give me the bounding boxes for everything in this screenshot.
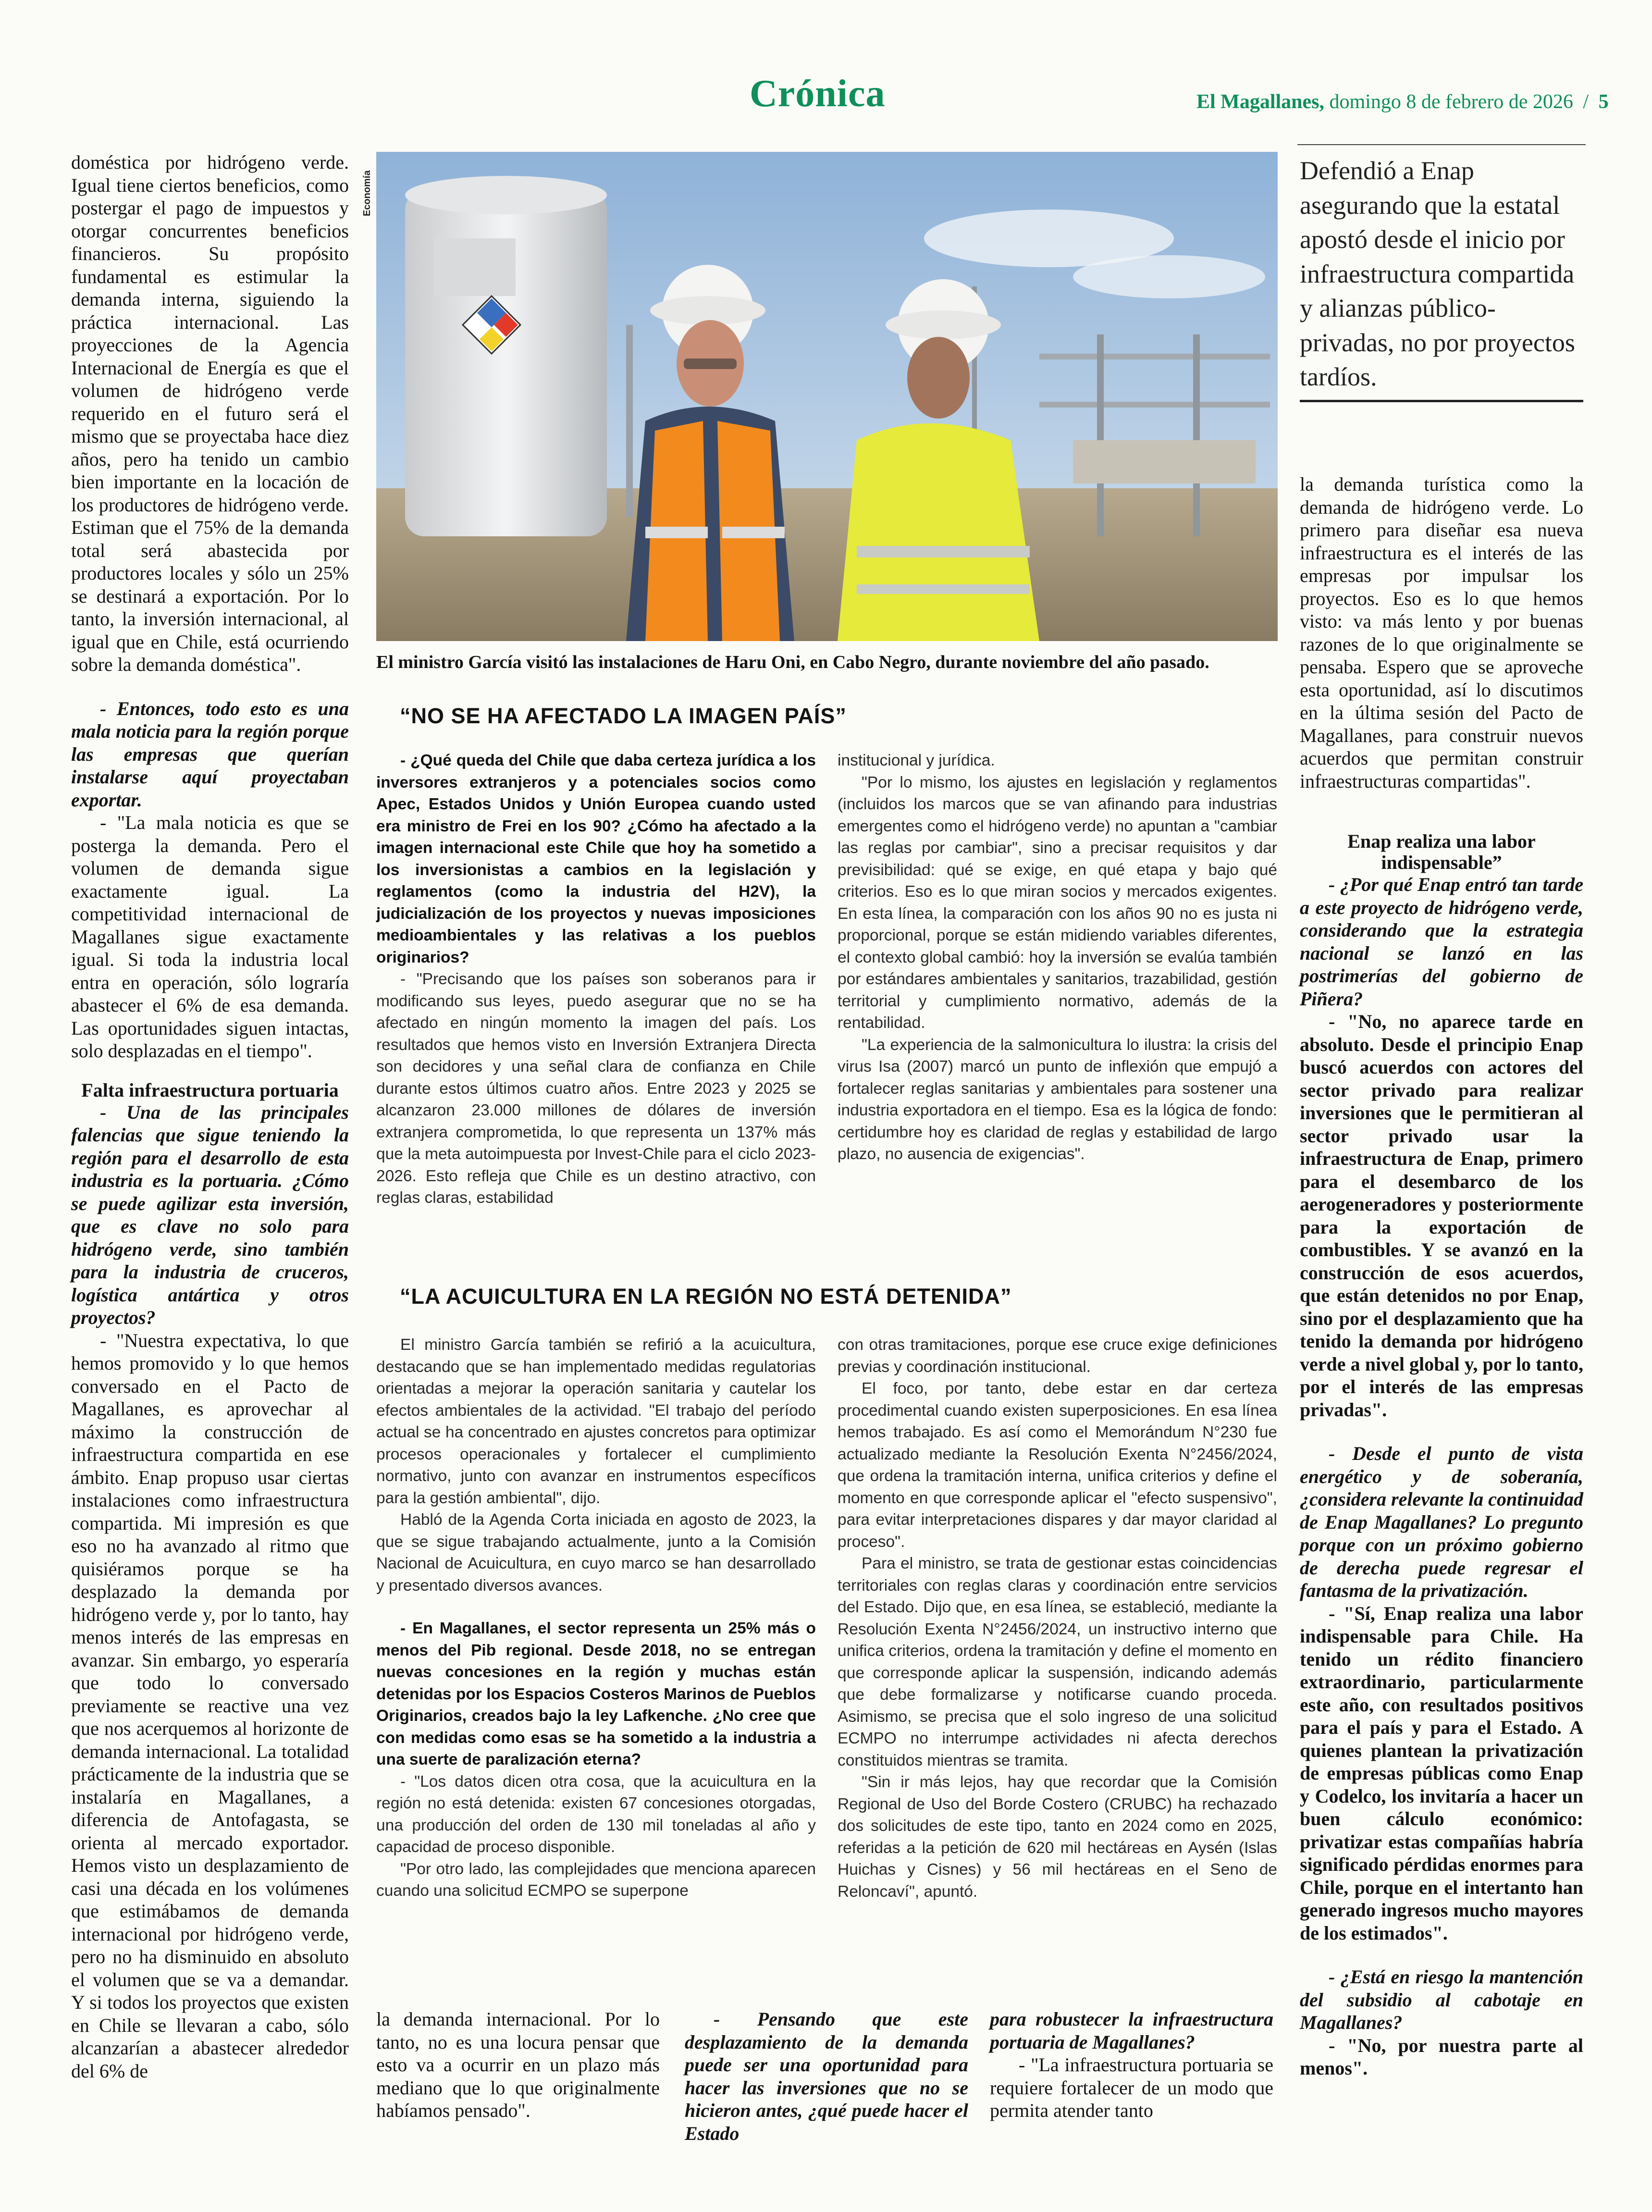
box1-col-left xyxy=(376,750,816,1209)
box2-b4: "Sin ir más lejos, hay que recordar que la Comisión Regional de Uso del Borde Costero (CRUBC) ha rechazado dos solicitudes de este tipo, tanto en 2024 como en 2025, referidas a la petición de 620 mil hectáreas en Aysén (Islas Huichas y Cisnes) y 56 mil hectáreas en el Seno de Reloncaví", apuntó. xyxy=(838,1773,1277,1901)
answer-1: - "La mala noticia es que se posterga la demanda. Pero el volumen de demanda sigue exactamente igual. La competitividad internacional de Magallanes sigue exactamente igual. Si toda la industria local entra en operación, sólo lograría abastecer el 6% de esa demanda. Las oportunidades siguen intactas, solo desplazadas en el tiempo". xyxy=(71,812,349,1062)
section-title: Crónica xyxy=(750,73,886,115)
box2-col-right xyxy=(838,1334,1277,1903)
pullquote-top-rule xyxy=(1297,144,1586,145)
box1-answer-2: institucional y jurídica. xyxy=(838,752,995,769)
bottom-col-2 xyxy=(685,2008,968,2145)
box1-title: “NO SE HA AFECTADO LA IMAGEN PAÍS” xyxy=(400,704,847,728)
col4-answer-3: - "No, por nuestra parte al menos". xyxy=(1300,2034,1583,2079)
pullquote: Defendió a Enap asegurando que la estatal apostó desde el inicio por infraestructura compartida y alianzas público-privadas, no por proyectos tardíos. xyxy=(1300,156,1575,391)
box1-answer-3: "Por lo mismo, los ajustes en legislación y reglamentos (incluidos los marcos que se van afinando para industrias emergentes como el hidrógeno verde) no apuntan a "cambiar las reglas por cambiar", sino a precisar requisitos y dar previsibilidad: qué se exige, en qué etapa y bajo qué criterios. Eso es lo que miran socios y mercados exigentes. En esta línea, la comparación con los años 90 no es justa ni proporcional, porque se están midiendo variables diferentes, el contexto global cambió: hoy la inversión se evalúa también por estándares ambientales y sanitarios, trazabilidad, gestión territorial y cumplimiento normativo, además de la rentabilidad. xyxy=(838,773,1277,1032)
col4-question-1: - ¿Por qué Enap entró tan tarde a este proyecto de hidrógeno verde, considerando que la estrategia nacional se lanzó en las postrimerías del gobierno de Piñera? xyxy=(1300,874,1583,1010)
box2-paragraph-1: El ministro García también se refirió a la acuicultura, destacando que se han implementado medidas regulatorias orientadas a mejorar la operación sanitaria y cautelar los efectos ambientales de la actividad. "El trabajo del período actual se ha concentrado en ajustes concretos para optimizar procesos operacionales y fortalecer el cumplimiento normativo, junto con avanzar en instrumentos específicos para la gestión ambiental", dijo. xyxy=(376,1336,816,1507)
bottom-answer: - "La infraestructura portuaria se requiere fortalecer de un modo que permita atender tanto xyxy=(990,2054,1273,2121)
box2-b1: con otras tramitaciones, porque ese cruce exige definiciones previas y coordinación institucional. xyxy=(838,1336,1277,1376)
box2-question: - En Magallanes, el sector representa un 25% más o menos del Pib regional. Desde 2018, no se entregan nuevas concesiones en la región y muchas están detenidas por los Espacios Costeros Marinos de Pueblos Originarios, creados bajo la ley Lafkenche. ¿No cree que con medidas como esas se ha sometido a la industria a una suerte de paralización eterna? xyxy=(376,1619,816,1768)
photo-caption: El ministro García visitó las instalaciones de Haru Oni, en Cabo Negro, durante noviembre del año pasado. xyxy=(376,652,1209,672)
box2-paragraph-2: Habló de la Agenda Corta iniciada en agosto de 2023, la que se sigue trabajando actualmente, junto a la Comisión Nacional de Acuicultura, en cuyo marco se han desarrollado y presentado diversos avances. xyxy=(376,1511,816,1594)
col4-question-2: - Desde el punto de vista energético y de soberanía, ¿considera relevante la continuidad de Enap Magallanes? Lo pregunto porque con un próximo gobierno de derecha puede regresar el fantasma de la privatización. xyxy=(1300,1443,1583,1601)
column-4 xyxy=(1300,473,1583,2080)
issue-date: domingo 8 de febrero de 2026 xyxy=(1329,91,1573,113)
box1-col-right xyxy=(838,750,1277,1165)
masthead-separator: / xyxy=(1583,91,1589,113)
question-2: - Una de las principales falencias que sigue teniendo la región para el desarrollo de esta industria es la portuaria. ¿Cómo se puede agilizar esta inversión, que es clave no solo para hidrógeno verde, sino también para la industria de cruceros, logística antártica y otros proyectos? xyxy=(71,1101,349,1328)
col4-question-3: - ¿Está en riesgo la mantención del subsidio al cabotaje en Magallanes? xyxy=(1300,1966,1583,2033)
bottom-question-cont: para robustecer la infraestructura portuaria de Magallanes? xyxy=(990,2008,1273,2053)
box1-answer-4: "La experiencia de la salmonicultura lo ilustra: la crisis del virus Isa (2007) marcó un punto de inflexión que empujó a fortalecer reglas sanitarias y ambientales para sostener una industria exportadora en el tiempo. Esa es la lógica de fondo: certidumbre hoy es claridad de reglas y estabilidad de largo plazo, no ausencia de exigencias". xyxy=(838,1036,1277,1163)
bottom-col-1 xyxy=(376,2008,660,2122)
col4-paragraph-1: la demanda turística como la demanda de hidrógeno verde. Lo primero para diseñar esa nueva infraestructura es el interés de las empresas por impulsar los proyectos. Eso es lo que hemos visto: va más lento y por buenas razones de lo que originalmente se pensaba. Espero que se aproveche esta oportunidad, así lo discutimos en la última sesión del Pacto de Magallanes, para construir nuevos acuerdos que permitan construir infraestructuras compartidas". xyxy=(1300,473,1583,792)
col1-paragraph-1: doméstica por hidrógeno verde. Igual tiene ciertos beneficios, como postergar el pago de impuestos y otorgar concurrentes beneficios financieros. Su propósito fundamental es estimular la demanda interna, siguiendo la práctica internacional. Las proyecciones de la Agencia Internacional de Energía es que el volumen de hidrógeno verde requerido en el futuro será el mismo que se proyectaba hace diez años, pero ha tenido un cambio bien importante en la locación de los productores de hidrógeno verde. Estiman que el 75% de la demanda total será abastecida por productores locales y sólo un 25% se destinará a exportación. Por lo tanto, la inversión internacional, al igual que en Chile, está ocurriendo sobre la demanda doméstica". xyxy=(71,151,349,675)
section-tag xyxy=(361,149,373,221)
page-number: 5 xyxy=(1598,91,1609,113)
box2-b3: Para el ministro, se trata de gestionar estas coincidencias territoriales con reglas claras y coordinación entre servicios del Estado. Dijo que, en esa línea, se estableció, mediante la Resolución Exenta N°2456/2024, un instructivo interno que unifica criterios, ordena la tramitación y define el momento en que corresponde aplicar la suspensión, indicando además que debe formalizarse y notificarse cuando proceda. Asimismo, se precisa que el solo ingreso de una solicitud ECMPO no interrumpe actividades ni afecta derechos constituidos mientras se tramita. xyxy=(838,1555,1277,1769)
bottom-col-3 xyxy=(990,2008,1273,2122)
box2-answer-2: "Por otro lado, las complejidades que menciona aparecen cuando una solicitud ECMPO se superpone xyxy=(376,1860,816,1900)
bottom-text-1: la demanda internacional. Por lo tanto, no es una locura pensar que esto va a ocurrir en un plazo más mediano que lo que originalmente habíamos pensado". xyxy=(376,2008,660,2121)
subheading-enap: Enap realiza una labor indispensable” xyxy=(1347,830,1536,873)
photo-ministro-haru-oni xyxy=(376,152,1278,641)
box2-answer-1: - "Los datos dicen otra cosa, que la acuicultura en la región no está detenida: existen 67 concesiones otorgadas, una producción del orden de 130 mil toneladas al año y capacidad de proceso disponible. xyxy=(376,1772,816,1856)
question-1: - Entonces, todo esto es una mala noticia para la región porque las empresas que querían instalarse aquí proyectaban exportar. xyxy=(71,697,349,811)
column-1 xyxy=(71,151,349,2082)
subheading-infraestructura: Falta infraestructura portuaria xyxy=(81,1079,339,1101)
pullquote-rule xyxy=(1300,400,1583,402)
box1-question: - ¿Qué queda del Chile que daba certeza jurídica a los inversores extranjeros y a potenciales socios como Apec, Estados Unidos y Unión Europea cuando usted era ministro de Frei en los 90? ¿Cómo ha afectado a la imagen internacional este Chile que hoy ha sometido a los inversionistas a cambios en la legislación y reglamentos (como la industria del H2V), la judicialización de los proyectos y nuevas imposiciones medioambientales y las relativas a los pueblos originarios? xyxy=(376,752,816,966)
section-tag-text: Economía xyxy=(362,170,372,216)
masthead xyxy=(1196,90,1643,113)
box2-title: “LA ACUICULTURA EN LA REGIÓN NO ESTÁ DETENIDA” xyxy=(400,1284,1012,1309)
box2-col-left xyxy=(376,1334,816,1902)
newspaper-name: El Magallanes, xyxy=(1196,91,1325,113)
col4-answer-1: - "No, no aparece tarde en absoluto. Desde el principio Enap buscó acuerdos con actores del sector privado para realizar inversiones que le permitieran al sector privado usar la infraestructura de Enap, primero para el desembarco de los aerogeneradores y posteriormente para la exportación de combustibles. Y se avanzó en la construcción de esos acuerdos, que están detenidos no por Enap, sino por el desplazamiento que ha tenido la demanda por hidrógeno verde a nivel global y, por lo tanto, por el interés de las empresas privadas". xyxy=(1300,1011,1583,1421)
bottom-question: - Pensando que este desplazamiento de la demanda puede ser una oportunidad para hacer las inversiones que no se hicieron antes, ¿qué puede hacer el Estado xyxy=(685,2008,968,2144)
box2-b2: El foco, por tanto, debe estar en dar certeza procedimental cuando existen superposiciones. En esa línea hemos trabajado. Es así como el Memorándum N°230 fue actualizado mediante la Resolución Exenta N°2456/2024, que ordena la tramitación interna, unifica criterios y define el momento en que corresponde aplicar el "efecto suspensivo", para evitar interpretaciones dispares y dar mayor claridad al proceso". xyxy=(838,1380,1277,1551)
col4-answer-2: - "Sí, Enap realiza una labor indispensable para Chile. Ha tenido un rédito financiero extraordinario, particularmente este año, con resultados positivos para el país y para el Estado. A quienes plantean la privatización de empresas públicas como Enap y Codelco, los invitaría a hacer un buen cálculo económico: privatizar estas compañías habría significado pérdidas enormes para Chile, porque en el intertanto han generado ingresos mucho mayores de los estimados". xyxy=(1300,1602,1583,1944)
answer-2: - "Nuestra expectativa, lo que hemos promovido y lo que hemos conversado en el Pacto de Magallanes, es aprovechar al máximo la construcción de infraestructura compartida en ese ámbito. Enap propuso usar ciertas instalaciones como infraestructura compartida. Mi impresión es que eso no ha avanzado al ritmo que quisiéramos porque se ha desplazado la demanda por hidrógeno verde y, por lo tanto, hay menos interés de las empresas en avanzar. Sin embargo, yo esperaría que todo lo conversado previamente se reactive una vez que nos acerquemos al horizonte de demanda internacional. La totalidad prácticamente de la industria que se instalaría en Magallanes, a diferencia de Antofagasta, se orienta al mercado exportador. Hemos visto un desplazamiento de casi una década en los volúmenes que estimábamos de demanda internacional por hidrógeno verde, pero no ha disminuido en absoluto el volumen que se va a demandar. Y si todos los proyectos que existen en Chile se llevaran a cabo, sólo alcanzarían a abastecer alrededor del 6% de xyxy=(71,1329,349,2082)
box1-answer-1: - "Precisando que los países son soberanos para ir modificando sus leyes, puedo asegurar que no se ha afectado en ningún momento la imagen del país. Los resultados que hemos visto en Inversión Extranjera Directa son decidores y una señal clara de confianza en Chile durante estos últimos cuatro años. Entre 2023 y 2025 se alcanzaron 23.000 millones de dólares de inversión extranjera comprometida, lo que representa un 137% más que la meta autoimpuesta por Invest-Chile para el ciclo 2023-2026. Esto refleja que Chile es un destino atractivo, con reglas claras, estabilidad xyxy=(376,970,816,1207)
